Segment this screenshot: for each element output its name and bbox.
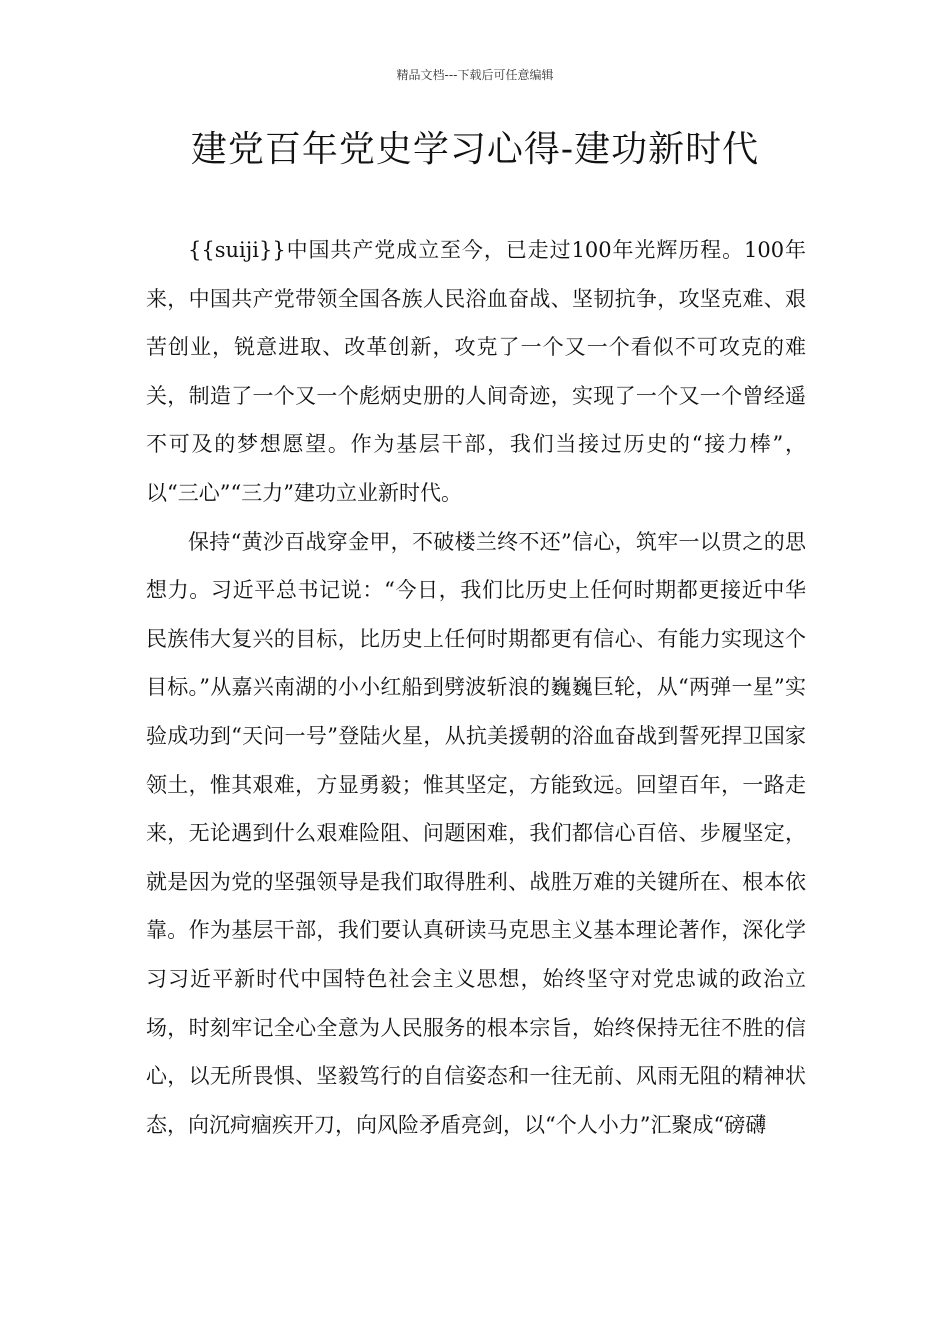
- paragraph-2: 保持“黄沙百战穿金甲，不破楼兰终不还”信心，筑牢一以贯之的思想力。习近平总书记说：“今日，我们比历史上任何时期都更接近中华民族伟大复兴的目标，比历史上任何时期都更有信心、有能力实现这个目标。”从嘉兴南湖的小小红船到劈波斩浪的巍巍巨轮，从“两弹一星”实验成功到“天问一号”登陆火星，从抗美援朝的浴血奋战到誓死捍卫国家领土，惟其艰难，方显勇毅；惟其坚定，方能致远。回望百年，一路走来，无论遇到什么艰难险阻、问题困难，我们都信心百倍、步履坚定，就是因为党的坚强领导是我们取得胜利、战胜万难的关键所在、根本依靠。作为基层干部，我们要认真研读马克思主义基本理论著作，深化学习习近平新时代中国特色社会主义思想，始终坚守对党忠诚的政治立场，时刻牢记全心全意为人民服务的根本宗旨，始终保持无往不胜的信心，以无所畏惧、坚毅笃行的自信姿态和一往无前、风雨无阻的精神状态，向沉疴痼疾开刀，向风险矛盾亮剑，以“个人小力”汇聚成“磅礴: [146, 529, 806, 1137]
- document-title: 建党百年党史学习心得-建功新时代: [190, 129, 760, 170]
- document-body: [146, 226, 806, 1149]
- paragraph-1: {{suiji}}中国共产党成立至今，已走过100年光辉历程。100年来，中国共产党带领全国各族人民浴血奋战、坚韧抗争，攻坚克难、艰苦创业，锐意进取、改革创新，攻克了一个又一个看似不可攻克的难关，制造了一个又一个彪炳史册的人间奇迹，实现了一个又一个曾经遥不可及的梦想愿望。作为基层干部，我们当接过历史的“接力棒”，以“三心”“三力”建功立业新时代。: [146, 238, 806, 505]
- header-note: 精品文档---下载后可任意编辑: [396, 68, 554, 82]
